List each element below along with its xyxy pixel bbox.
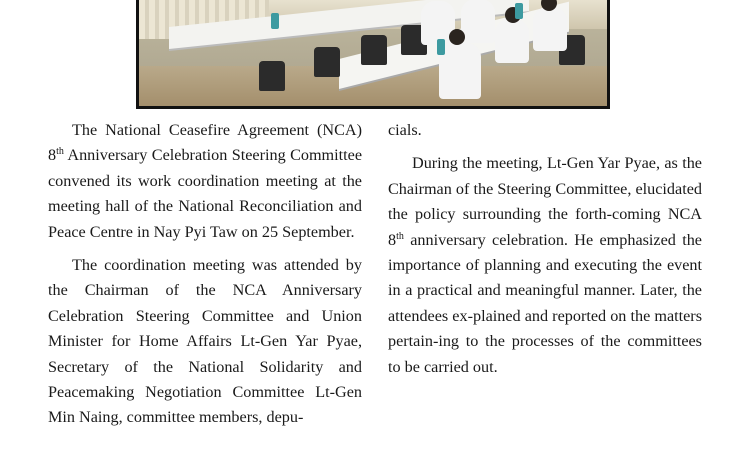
photo-bottle	[515, 3, 523, 19]
photo-person	[461, 0, 495, 43]
photo-person	[533, 7, 567, 51]
photo-bottle	[437, 39, 445, 55]
photo-chair	[361, 35, 387, 65]
article-column-right	[388, 118, 702, 380]
meeting-photo	[136, 0, 610, 109]
paragraph-text: The National Ceasefire Agreement (NCA) 8	[48, 121, 362, 165]
paragraph-attendees: The coordination meeting was attended by the Chairman of the NCA Anniversary Celebration Steering Committee and Union Minister for Home Affairs Lt-Gen Yar Pyae, Secretary of the National Solidarity and Peacemaking Negotiation Committee Lt-Gen Min Naing, committee members, depu-	[48, 256, 362, 427]
paragraph-continued: cials.	[388, 121, 422, 139]
photo-person	[439, 43, 481, 99]
article-column-left	[48, 118, 362, 431]
superscript: th	[56, 146, 64, 158]
photo-bottle	[271, 13, 279, 29]
superscript: th	[396, 230, 404, 242]
paragraph-text: Anniversary Celebration Steering Committee convened its work coordination meeting at the meeting hall of the National Reconciliation and Peace Centre in Nay Pyi Taw on 25 September.	[48, 146, 362, 241]
paragraph-text: anniversary celebration. He emphasized the importance of planning and executing the event in a practical and meaningful manner. Later, the attendees ex-plained and reported on the matters pertain-ing to the processes of the committees to be carried out.	[388, 230, 702, 376]
photo-person	[495, 19, 529, 63]
paragraph-text: During the meeting, Lt-Gen Yar Pyae, as the Chairman of the Steering Committee, elucidated the policy surrounding the forth-coming NCA 8	[388, 154, 702, 249]
paragraph-intro	[48, 118, 362, 245]
photo-chair	[259, 61, 285, 91]
photo-head	[449, 29, 465, 45]
paragraph-meeting	[388, 151, 702, 380]
photo-chair	[314, 47, 340, 77]
